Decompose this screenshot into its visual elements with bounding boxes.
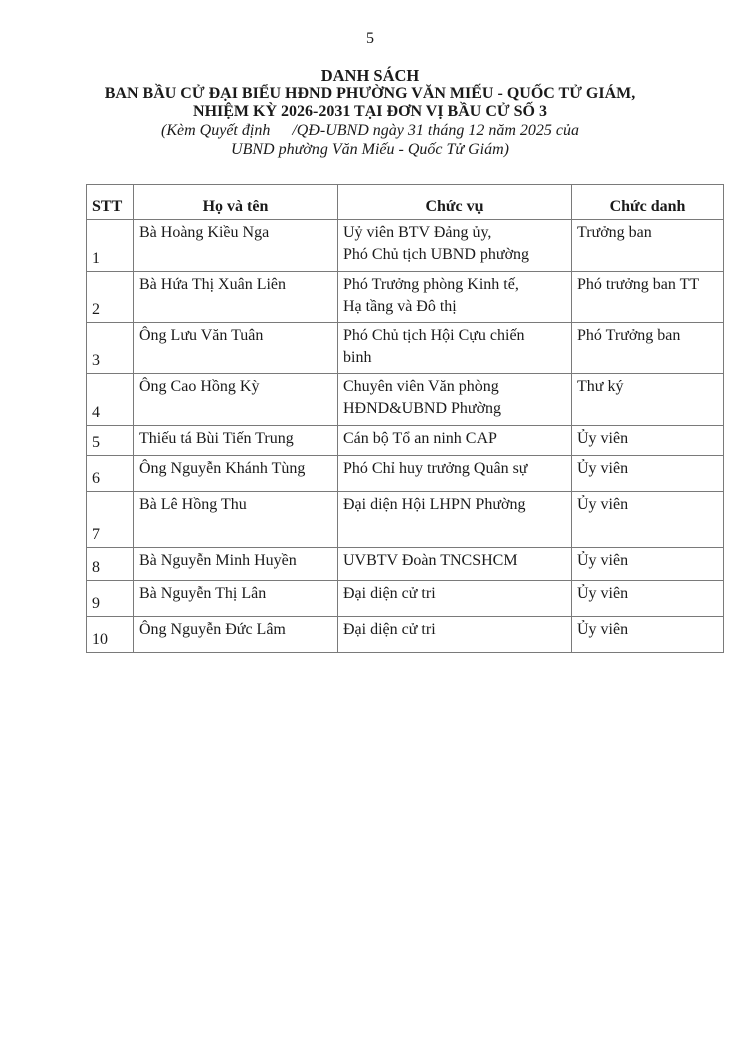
table-row: [87, 374, 724, 426]
decision-reference-suffix: /QĐ-UBND ngày 31 tháng 12 năm 2025 của: [292, 122, 579, 139]
table-body: [87, 220, 724, 653]
page-number: 5: [366, 30, 374, 47]
row-position: [338, 617, 572, 653]
document-subtitle-line-1: BAN BẦU CỬ ĐẠI BIỂU HĐND PHƯỜNG VĂN MIẾU - QUỐC TỬ GIÁM,: [104, 85, 636, 102]
decision-reference: [0, 121, 740, 140]
column-header-stt: STT: [87, 185, 134, 220]
row-stt: 6: [87, 456, 134, 492]
column-header-role: Chức danh: [572, 185, 724, 220]
position-line: Chuyên viên Văn phòng: [343, 378, 499, 395]
position-line: Uỷ viên BTV Đảng ủy,: [343, 224, 492, 241]
row-stt: 2: [87, 272, 134, 323]
position-line: HĐND&UBND Phường: [343, 400, 502, 417]
row-role: Phó Trưởng ban: [572, 323, 724, 374]
table-row: [87, 456, 724, 492]
row-stt: 10: [87, 617, 134, 653]
row-position: [338, 426, 572, 456]
column-header-name: Họ và tên: [134, 185, 338, 220]
row-position: [338, 492, 572, 548]
row-name: Bà Hoàng Kiều Nga: [134, 220, 338, 272]
row-stt: 5: [87, 426, 134, 456]
table-row: [87, 272, 724, 323]
election-committee-table: [86, 184, 724, 653]
row-role: Ủy viên: [572, 617, 724, 653]
row-stt: 4: [87, 374, 134, 426]
row-stt: 7: [87, 492, 134, 548]
position-line: Đại diện cử tri: [343, 585, 436, 602]
table-row: [87, 617, 724, 653]
row-position: [338, 374, 572, 426]
position-line: Hạ tầng và Đô thị: [343, 298, 457, 315]
table-row: [87, 492, 724, 548]
decision-reference-prefix: (Kèm Quyết định: [161, 122, 271, 139]
position-line: UVBTV Đoàn TNCSHCM: [343, 552, 518, 569]
row-position: [338, 272, 572, 323]
table-row: [87, 220, 724, 272]
table-row: [87, 548, 724, 581]
position-line: binh: [343, 349, 372, 366]
row-role: Phó trưởng ban TT: [572, 272, 724, 323]
decision-issuer: UBND phường Văn Miếu - Quốc Tử Giám): [231, 141, 509, 158]
row-position: [338, 456, 572, 492]
row-position: [338, 220, 572, 272]
table-row: [87, 426, 724, 456]
row-role: Ủy viên: [572, 456, 724, 492]
row-name: Bà Nguyễn Minh Huyền: [134, 548, 338, 581]
row-stt: 8: [87, 548, 134, 581]
row-role: Ủy viên: [572, 426, 724, 456]
row-stt: 9: [87, 581, 134, 617]
document-subtitle-line-2: NHIỆM KỲ 2026-2031 TẠI ĐƠN VỊ BẦU CỬ SỐ 3: [193, 103, 547, 120]
table-header-row: [87, 185, 724, 220]
position-line: Cán bộ Tổ an ninh CAP: [343, 430, 497, 447]
row-name: Ông Nguyễn Khánh Tùng: [134, 456, 338, 492]
position-line: Phó Chủ tịch Hội Cựu chiến: [343, 327, 525, 344]
document-header: [0, 67, 740, 159]
row-stt: 3: [87, 323, 134, 374]
row-position: [338, 581, 572, 617]
row-stt: 1: [87, 220, 134, 272]
row-name: Bà Nguyễn Thị Lân: [134, 581, 338, 617]
row-role: Ủy viên: [572, 492, 724, 548]
row-position: [338, 548, 572, 581]
row-role: Ủy viên: [572, 581, 724, 617]
row-name: Ông Nguyễn Đức Lâm: [134, 617, 338, 653]
document-title: DANH SÁCH: [320, 66, 420, 85]
table-row: [87, 323, 724, 374]
row-position: [338, 323, 572, 374]
row-name: Ông Lưu Văn Tuân: [134, 323, 338, 374]
position-line: Phó Trưởng phòng Kinh tế,: [343, 276, 519, 293]
row-role: Trưởng ban: [572, 220, 724, 272]
row-role: Thư ký: [572, 374, 724, 426]
column-header-position: Chức vụ: [338, 185, 572, 220]
position-line: Phó Chủ tịch UBND phường: [343, 246, 530, 263]
position-line: Đại diện cử tri: [343, 621, 436, 638]
row-name: Bà Hứa Thị Xuân Liên: [134, 272, 338, 323]
row-name: Thiếu tá Bùi Tiến Trung: [134, 426, 338, 456]
table-row: [87, 581, 724, 617]
row-name: Ông Cao Hồng Kỳ: [134, 374, 338, 426]
position-line: Đại diện Hội LHPN Phường: [343, 496, 526, 513]
position-line: Phó Chỉ huy trưởng Quân sự: [343, 460, 528, 477]
row-name: Bà Lê Hồng Thu: [134, 492, 338, 548]
row-role: Ủy viên: [572, 548, 724, 581]
